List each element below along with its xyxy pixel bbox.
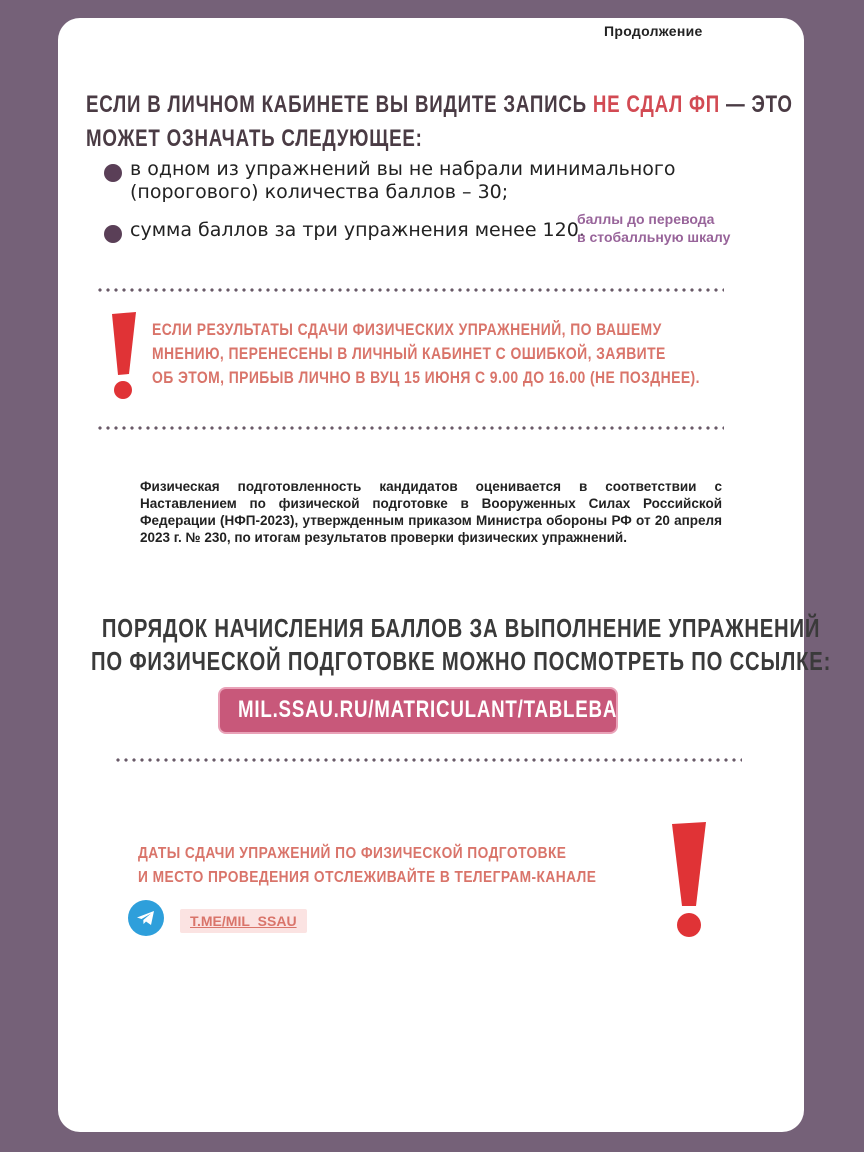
bullet-note <box>577 210 730 246</box>
telegram-link[interactable]: T.ME/MIL_SSAU <box>190 913 297 929</box>
dotted-divider <box>114 758 742 762</box>
heading-suffix: — ЭТО <box>720 91 793 118</box>
continuation-label: Продолжение <box>604 23 703 39</box>
dotted-divider <box>96 288 724 292</box>
scoring-line-2: ПО ФИЗИЧЕСКОЙ ПОДГОТОВКЕ МОЖНО ПОСМОТРЕТЬ ПО ССЫЛКЕ: <box>91 646 832 676</box>
bullet-dot-icon <box>104 164 122 182</box>
tableball-link-label[interactable]: MIL.SSAU.RU/MATRICULANT/TABLEBALL <box>238 696 642 723</box>
bullet-note-line-2: в стобалльную шкалу <box>577 229 731 245</box>
regulation-paragraph: Физическая подготовленность кандидатов оценивается в соответствии с Наставлением по физической подготовке в Вооруженных Силах Российской Федерации (НФП-2023), утвержденным приказом Министра обороны РФ от 20 апреля 2023 г. № 230, по итогам результатов проверки физических упражнений. <box>140 479 722 545</box>
scoring-line-1: ПОРЯДОК НАЧИСЛЕНИЯ БАЛЛОВ ЗА ВЫПОЛНЕНИЕ УПРАЖНЕНИЙ <box>101 613 821 643</box>
dates-line-2: И МЕСТО ПРОВЕДЕНИЯ ОТСЛЕЖИВАЙТЕ В ТЕЛЕГРАМ-КАНАЛЕ <box>138 869 597 886</box>
dates-line-1: ДАТЫ СДАЧИ УПРАЖЕНИЙ ПО ФИЗИЧЕСКОЙ ПОДГОТОВКЕ <box>138 845 567 862</box>
content-card <box>58 18 832 1132</box>
bullet-dot-icon <box>104 225 122 243</box>
bullet-note-line-1: баллы до перевода <box>577 211 715 227</box>
warning-line-2: МНЕНИЮ, ПЕРЕНЕСЕНЫ В ЛИЧНЫЙ КАБИНЕТ С ОШИБКОЙ, ЗАЯВИТЕ <box>152 344 666 363</box>
page-heading <box>86 88 793 156</box>
paper-plane-icon <box>128 900 164 936</box>
exclamation-icon <box>106 312 140 402</box>
heading-line-2: МОЖЕТ ОЗНАЧАТЬ СЛЕДУЮЩЕЕ: <box>86 125 423 152</box>
bullet-1-line-1: в одном из упражнений вы не набрали минимального <box>130 158 676 180</box>
warning-line-3: ОБ ЭТОМ, ПРИБЫВ ЛИЧНО В ВУЦ 15 ИЮНЯ С 9.00 ДО 16.00 (НЕ ПОЗДНЕЕ). <box>152 368 700 387</box>
scoring-heading <box>91 612 831 678</box>
bullet-1-line-2: (порогового) количества баллов – 30; <box>130 181 509 203</box>
exclamation-icon <box>670 822 708 942</box>
warning-text <box>152 318 700 390</box>
bullet-2-line-1: сумма баллов за три упражнения менее 120. <box>130 219 585 241</box>
heading-highlight: НЕ СДАЛ ФП <box>592 91 721 118</box>
telegram-link-pill[interactable] <box>180 909 307 933</box>
telegram-icon[interactable] <box>128 900 164 936</box>
dates-text <box>138 842 596 890</box>
dotted-divider <box>96 426 724 430</box>
heading-prefix: ЕСЛИ В ЛИЧНОМ КАБИНЕТЕ ВЫ ВИДИТЕ ЗАПИСЬ <box>86 91 593 118</box>
tableball-link-button[interactable] <box>220 689 642 732</box>
warning-line-1: ЕСЛИ РЕЗУЛЬТАТЫ СДАЧИ ФИЗИЧЕСКИХ УПРАЖНЕНИЙ, ПО ВАШЕМУ <box>152 320 662 339</box>
heading-line-1 <box>86 88 793 122</box>
